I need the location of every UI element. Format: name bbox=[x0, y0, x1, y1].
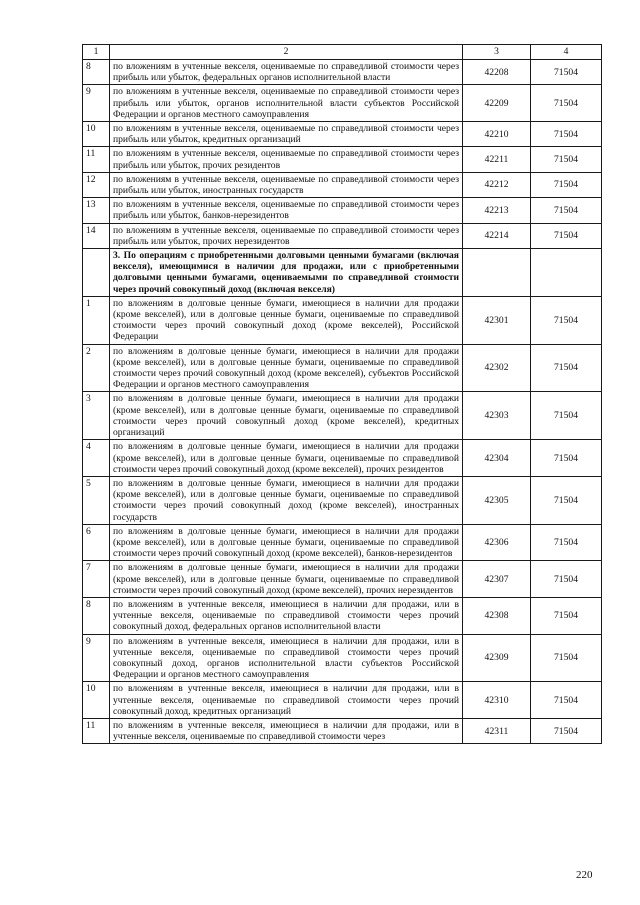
symbol-code: 71504 bbox=[531, 198, 602, 223]
symbol-code: 71504 bbox=[531, 60, 602, 85]
symbol-code: 71504 bbox=[531, 122, 602, 147]
account-code: 42308 bbox=[463, 597, 531, 634]
table-row bbox=[83, 60, 602, 85]
row-description: по вложениям в учтенные векселя, имеющиеся в наличии для продажи, или в учтенные векселя, оцениваемые по справедливой стоимости через прочий совокупный доход, федеральных органов исполнительной власти bbox=[110, 597, 463, 634]
account-code: 42311 bbox=[463, 718, 531, 743]
row-number: 1 bbox=[83, 296, 110, 344]
account-code: 42307 bbox=[463, 561, 531, 598]
table-row bbox=[83, 147, 602, 172]
row-number: 13 bbox=[83, 198, 110, 223]
symbol-code: 71504 bbox=[531, 524, 602, 561]
header-col-2: 2 bbox=[110, 45, 463, 60]
row-description: по вложениям в долговые ценные бумаги, имеющиеся в наличии для продажи (кроме векселей), или в долговые ценные бумаги, оцениваемые по справедливой стоимости через прочий совокупный доход (кроме векселей), Российской Федерации bbox=[110, 296, 463, 344]
row-description: по вложениям в долговые ценные бумаги, имеющиеся в наличии для продажи (кроме векселей), или в долговые ценные бумаги, оцениваемые по справедливой стоимости через прочий совокупный доход (кроме векселей), прочих резидентов bbox=[110, 440, 463, 477]
row-description: по вложениям в учтенные векселя, оцениваемые по справедливой стоимости через прибыль или убыток, прочих нерезидентов bbox=[110, 223, 463, 248]
account-code: 42209 bbox=[463, 85, 531, 122]
row-number bbox=[83, 249, 110, 297]
symbol-code: 71504 bbox=[531, 223, 602, 248]
header-col-1: 1 bbox=[83, 45, 110, 60]
symbol-code: 71504 bbox=[531, 392, 602, 440]
row-description: по вложениям в учтенные векселя, имеющиеся в наличии для продажи, или в учтенные векселя, оцениваемые по справедливой стоимости через bbox=[110, 718, 463, 743]
symbol-code: 71504 bbox=[531, 634, 602, 682]
table-row bbox=[83, 392, 602, 440]
row-description: по вложениям в долговые ценные бумаги, имеющиеся в наличии для продажи (кроме векселей), или в долговые ценные бумаги, оцениваемые по справедливой стоимости через прочий совокупный доход (кроме векселей), иностранных государств bbox=[110, 476, 463, 524]
symbol-code: 71504 bbox=[531, 440, 602, 477]
account-code: 42208 bbox=[463, 60, 531, 85]
account-code: 42310 bbox=[463, 682, 531, 719]
account-code: 42301 bbox=[463, 296, 531, 344]
table-row bbox=[83, 122, 602, 147]
account-code: 42212 bbox=[463, 172, 531, 197]
page-number: 220 bbox=[576, 869, 593, 881]
row-number: 4 bbox=[83, 440, 110, 477]
row-description: по вложениям в учтенные векселя, имеющиеся в наличии для продажи, или в учтенные векселя, оцениваемые по справедливой стоимости через прочий совокупный доход, органов исполнительной власти субъектов Российской Федерации и органов местного самоуправления bbox=[110, 634, 463, 682]
table-row bbox=[83, 198, 602, 223]
table-row bbox=[83, 344, 602, 392]
table-row bbox=[83, 682, 602, 719]
row-description: по вложениям в учтенные векселя, оцениваемые по справедливой стоимости через прибыль или убыток, прочих резидентов bbox=[110, 147, 463, 172]
table-row bbox=[83, 634, 602, 682]
header-col-3: 3 bbox=[463, 45, 531, 60]
symbol-code bbox=[531, 249, 602, 297]
row-description: по вложениям в учтенные векселя, оцениваемые по справедливой стоимости через прибыль или убыток, федеральных органов исполнительной власти bbox=[110, 60, 463, 85]
row-description: по вложениям в учтенные векселя, оцениваемые по справедливой стоимости через прибыль или убыток, банков-нерезидентов bbox=[110, 198, 463, 223]
table-body bbox=[83, 45, 602, 744]
symbol-code: 71504 bbox=[531, 682, 602, 719]
account-code: 42309 bbox=[463, 634, 531, 682]
header-col-4: 4 bbox=[531, 45, 602, 60]
symbol-code: 71504 bbox=[531, 147, 602, 172]
section-heading-row bbox=[83, 249, 602, 297]
table-row bbox=[83, 561, 602, 598]
row-number: 3 bbox=[83, 392, 110, 440]
account-code: 42302 bbox=[463, 344, 531, 392]
row-number: 10 bbox=[83, 682, 110, 719]
symbol-code: 71504 bbox=[531, 718, 602, 743]
row-description: по вложениям в учтенные векселя, оцениваемые по справедливой стоимости через прибыль или убыток, иностранных государств bbox=[110, 172, 463, 197]
row-description: по вложениям в долговые ценные бумаги, имеющиеся в наличии для продажи (кроме векселей), или в долговые ценные бумаги, оцениваемые по справедливой стоимости через прочий совокупный доход (кроме векселей), кредитных организаций bbox=[110, 392, 463, 440]
table-row bbox=[83, 172, 602, 197]
table-row bbox=[83, 718, 602, 743]
symbol-code: 71504 bbox=[531, 296, 602, 344]
account-code: 42210 bbox=[463, 122, 531, 147]
row-number: 2 bbox=[83, 344, 110, 392]
account-code bbox=[463, 249, 531, 297]
row-number: 8 bbox=[83, 597, 110, 634]
row-description: по вложениям в учтенные векселя, имеющиеся в наличии для продажи, или в учтенные векселя, оцениваемые по справедливой стоимости через прочий совокупный доход, кредитных организаций bbox=[110, 682, 463, 719]
row-description: по вложениям в долговые ценные бумаги, имеющиеся в наличии для продажи (кроме векселей), или в долговые ценные бумаги, оцениваемые по справедливой стоимости через прочий совокупный доход (кроме векселей), прочих нерезидентов bbox=[110, 561, 463, 598]
row-description: по вложениям в учтенные векселя, оцениваемые по справедливой стоимости через прибыль или убыток, кредитных организаций bbox=[110, 122, 463, 147]
table-row bbox=[83, 476, 602, 524]
row-number: 7 bbox=[83, 561, 110, 598]
ledger-table bbox=[82, 44, 602, 744]
row-number: 9 bbox=[83, 85, 110, 122]
table-row bbox=[83, 440, 602, 477]
row-number: 14 bbox=[83, 223, 110, 248]
account-code: 42211 bbox=[463, 147, 531, 172]
table-header-row bbox=[83, 45, 602, 60]
row-number: 5 bbox=[83, 476, 110, 524]
table-row bbox=[83, 296, 602, 344]
row-number: 11 bbox=[83, 718, 110, 743]
symbol-code: 71504 bbox=[531, 344, 602, 392]
symbol-code: 71504 bbox=[531, 597, 602, 634]
row-number: 11 bbox=[83, 147, 110, 172]
symbol-code: 71504 bbox=[531, 85, 602, 122]
table-row bbox=[83, 524, 602, 561]
table-row bbox=[83, 223, 602, 248]
symbol-code: 71504 bbox=[531, 476, 602, 524]
account-code: 42214 bbox=[463, 223, 531, 248]
table-row bbox=[83, 597, 602, 634]
row-number: 6 bbox=[83, 524, 110, 561]
row-number: 12 bbox=[83, 172, 110, 197]
row-description: по вложениям в долговые ценные бумаги, имеющиеся в наличии для продажи (кроме векселей), или в долговые ценные бумаги, оцениваемые по справедливой стоимости через прочий совокупный доход (кроме векселей), субъектов Российской Федерации и органов местного самоуправления bbox=[110, 344, 463, 392]
row-number: 10 bbox=[83, 122, 110, 147]
symbol-code: 71504 bbox=[531, 561, 602, 598]
symbol-code: 71504 bbox=[531, 172, 602, 197]
row-number: 8 bbox=[83, 60, 110, 85]
table-row bbox=[83, 85, 602, 122]
account-code: 42213 bbox=[463, 198, 531, 223]
account-code: 42304 bbox=[463, 440, 531, 477]
account-code: 42305 bbox=[463, 476, 531, 524]
account-code: 42303 bbox=[463, 392, 531, 440]
row-number: 9 bbox=[83, 634, 110, 682]
row-description: по вложениям в учтенные векселя, оцениваемые по справедливой стоимости через прибыль или убыток, органов исполнительной власти субъектов Российской Федерации и органов местного самоуправления bbox=[110, 85, 463, 122]
row-description: по вложениям в долговые ценные бумаги, имеющиеся в наличии для продажи (кроме векселей), или в долговые ценные бумаги, оцениваемые по справедливой стоимости через прочий совокупный доход (кроме векселей), банков-нерезидентов bbox=[110, 524, 463, 561]
row-description: 3. По операциям с приобретенными долговыми ценными бумагами (включая векселя), имеющимися в наличии для продажи, или с приобретенными долговыми ценными бумагами, оцениваемыми по справедливой стоимости через прочий совокупный доход (включая векселя) bbox=[110, 249, 463, 297]
account-code: 42306 bbox=[463, 524, 531, 561]
